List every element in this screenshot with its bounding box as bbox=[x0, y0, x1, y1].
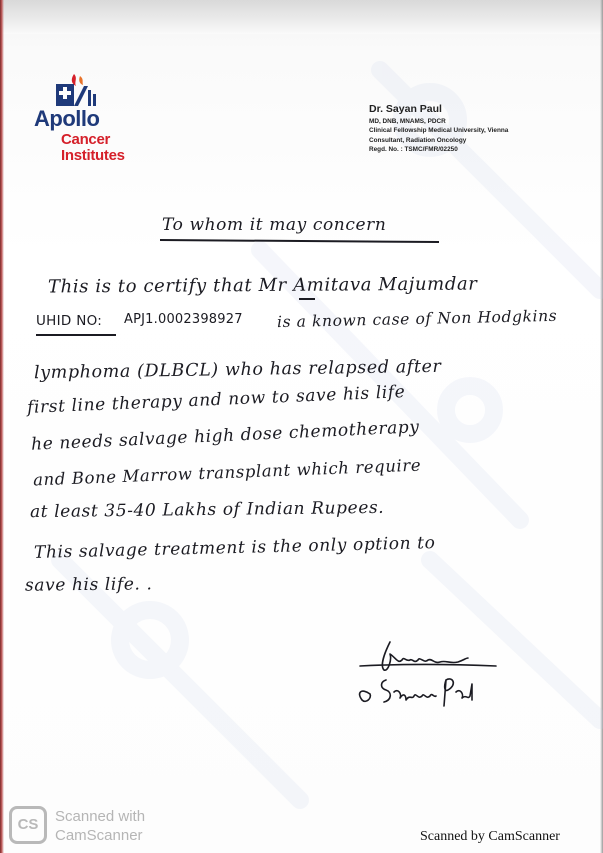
logo-title: Apollo bbox=[34, 106, 100, 131]
heading-underline bbox=[160, 239, 439, 243]
doctor-qualifications: MD, DNB, MNAMS, PDCR bbox=[369, 118, 446, 125]
letter-line-3: lymphoma (DLBCL) who has relapsed after bbox=[33, 356, 442, 384]
logo-subtitle-line2: Institutes bbox=[61, 147, 125, 164]
scanned-by-footer: Scanned by CamScanner bbox=[420, 829, 560, 844]
doctor-letterhead bbox=[369, 103, 569, 155]
letter-heading: To whom it may concern bbox=[162, 215, 387, 235]
scan-left-edge bbox=[0, 0, 4, 853]
mr-underline bbox=[299, 298, 315, 300]
camscanner-watermark bbox=[55, 807, 145, 845]
doctor-signature bbox=[340, 630, 515, 730]
uhid-underline bbox=[36, 334, 116, 336]
letter-line-4: first line therapy and now to save his life bbox=[26, 382, 406, 418]
camscanner-line-1: Scanned with bbox=[55, 808, 146, 825]
letter-line-9: save his life. . bbox=[24, 574, 153, 596]
uhid-number: APJ1.0002398927 bbox=[124, 312, 243, 327]
apollo-logo bbox=[34, 70, 144, 165]
logo-subtitle bbox=[61, 132, 125, 164]
doctor-position: Consultant, Radiation Oncology bbox=[369, 136, 467, 144]
doctor-fellowship: Clinical Fellowship Medical University, Vienna bbox=[369, 127, 509, 135]
letter-line-2: is a known case of Non Hodgkins bbox=[276, 306, 558, 332]
camscanner-line-2: CamScanner bbox=[55, 827, 143, 844]
letter-line-1: This is to certify that Mr Amitava Majumdar bbox=[47, 273, 478, 298]
letter-line-7: at least 35-40 Lakhs of Indian Rupees. bbox=[29, 497, 385, 523]
doctor-registration: Regd. No. : TSMC/FMR/02250 bbox=[369, 146, 458, 154]
uhid-label: UHID NO: bbox=[36, 313, 103, 329]
letter-line-8: This salvage treatment is the only option to bbox=[33, 533, 436, 563]
letter-line-6: and Bone Marrow transplant which require bbox=[32, 455, 422, 490]
letter-line-5: he needs salvage high dose chemotherapy bbox=[30, 417, 420, 455]
scan-top-shadow bbox=[0, 0, 603, 34]
doctor-name: Dr. Sayan Paul bbox=[369, 103, 442, 115]
logo-subtitle-line1: Cancer bbox=[61, 131, 111, 148]
camscanner-logo-icon: CS bbox=[9, 806, 47, 844]
